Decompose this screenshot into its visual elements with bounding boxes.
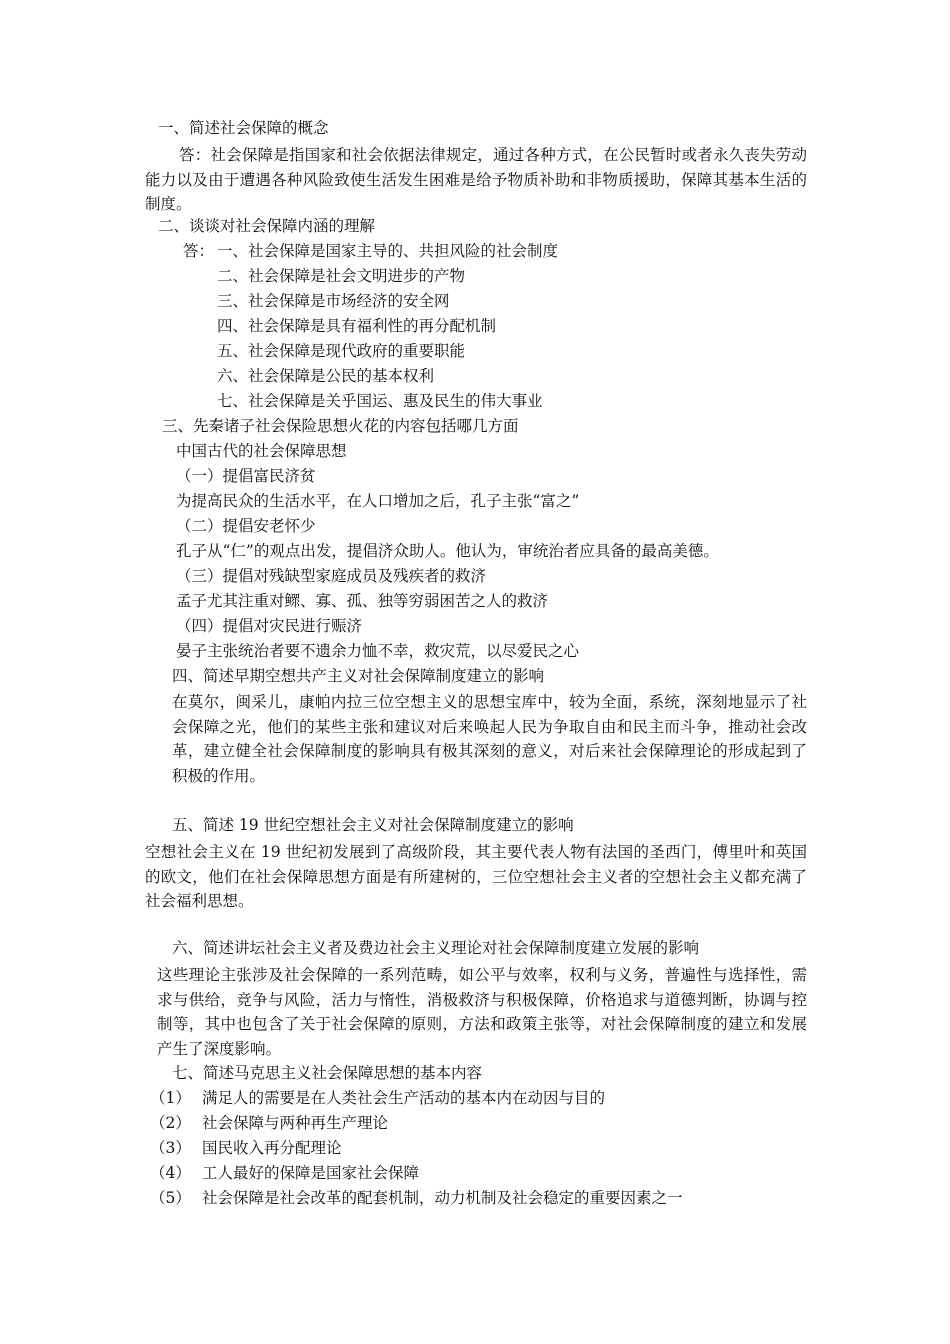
q2-title: 二、谈谈对社会保障内涵的理解 — [158, 217, 376, 235]
q3-line: （四）提倡对灾民进行赈济 — [176, 617, 363, 635]
q2-item: 五、社会保障是现代政府的重要职能 — [217, 342, 466, 360]
q2-item: 一、社会保障是国家主导的、共担风险的社会制度 — [217, 242, 559, 260]
q7-item-number: （5） — [150, 1189, 191, 1207]
q3-line: （二）提倡安老怀少 — [176, 517, 316, 535]
q2-item: 二、社会保障是社会文明进步的产物 — [217, 267, 466, 285]
q3-title: 三、先秦诸子社会保险思想火花的内容包括哪几方面 — [162, 417, 519, 435]
q6-title: 六、简述讲坛社会主义者及费边社会主义理论对社会保障制度建立发展的影响 — [172, 939, 700, 957]
q6-answer: 这些理论主张涉及社会保障的一系列范畴，如公平与效率，权利与义务，普遍性与选择性，需求与供给，竞争与风险，活力与惰性，消极救济与积极保障，价格追求与道德判断，协调与控制等，其中也包含了关于社会保障的原则，方法和政策主张等，对社会保障制度的建立和发展产生了深度影响。 — [157, 966, 807, 1058]
q2-item: 三、社会保障是市场经济的安全网 — [217, 292, 450, 310]
q7-item-text: 满足人的需要是在人类社会生产活动的基本内在动因与目的 — [202, 1089, 606, 1107]
q7-item-text: 社会保障是社会改革的配套机制，动力机制及社会稳定的重要因素之一 — [202, 1189, 683, 1207]
q7-item-number: （1） — [150, 1089, 191, 1107]
q5-title: 五、简述 19 世纪空想社会主义对社会保障制度建立的影响 — [172, 816, 574, 834]
q2-answer-prefix: 答： — [183, 242, 215, 260]
q7-item-text: 社会保障与两种再生产理论 — [202, 1114, 389, 1132]
q4-answer: 在莫尔，闽采儿，康帕内拉三位空想主义的思想宝库中，较为全面，系统，深刻地显示了社会保障之光，他们的某些主张和建议对后来唤起人民为争取自由和民主而斗争，推动社会改革，建立健全社会保障制度的影响具有极其深刻的意义，对后来社会保障理论的形成起到了积极的作用。 — [172, 693, 807, 785]
q3-line: 孟子尤其注重对鳏、寡、孤、独等穷弱困苦之人的救济 — [176, 592, 549, 610]
q3-line: 晏子主张统治者要不遗余力恤不幸，救灾荒，以尽爱民之心 — [176, 642, 580, 660]
q7-item-text: 国民收入再分配理论 — [202, 1139, 342, 1157]
q1-answer: 答：社会保障是指国家和社会依据法律规定，通过各种方式，在公民暂时或者永久丧失劳动能力以及由于遭遇各种风险致使生活发生困难是给予物质补助和非物质援助，保障其基本生活的制度。 — [145, 146, 807, 213]
q2-item: 六、社会保障是公民的基本权利 — [217, 367, 435, 385]
q7-item-text: 工人最好的保障是国家社会保障 — [202, 1164, 420, 1182]
q7-title: 七、简述马克思主义社会保障思想的基本内容 — [172, 1064, 483, 1082]
q7-item-number: （2） — [150, 1114, 191, 1132]
q3-line: 为提高民众的生活水平，在人口增加之后，孔子主张“富之” — [176, 492, 580, 510]
q3-intro: 中国古代的社会保障思想 — [176, 442, 347, 460]
q3-line: （一）提倡富民济贫 — [176, 467, 316, 485]
q3-line: （三）提倡对残缺型家庭成员及残疾者的救济 — [176, 567, 487, 585]
q2-item: 四、社会保障是具有福利性的再分配机制 — [217, 317, 497, 335]
q1-title: 一、简述社会保障的概念 — [158, 119, 329, 137]
q2-item: 七、社会保障是关乎国运、惠及民生的伟大事业 — [217, 392, 543, 410]
q5-answer: 空想社会主义在 19 世纪初发展到了高级阶段，其主要代表人物有法国的圣西门，傅里叶和英国的欧文，他们在社会保障思想方面是有所建树的，三位空想社会主义者的空想社会主义都充满了社会福利思想。 — [145, 843, 807, 910]
q7-item-number: （4） — [150, 1164, 191, 1182]
q3-line: 孔子从“仁”的观点出发，提倡济众助人。他认为，审统治者应具备的最高美德。 — [176, 542, 719, 560]
q7-item-number: （3） — [150, 1139, 191, 1157]
q4-title: 四、简述早期空想共产主义对社会保障制度建立的影响 — [172, 667, 545, 685]
